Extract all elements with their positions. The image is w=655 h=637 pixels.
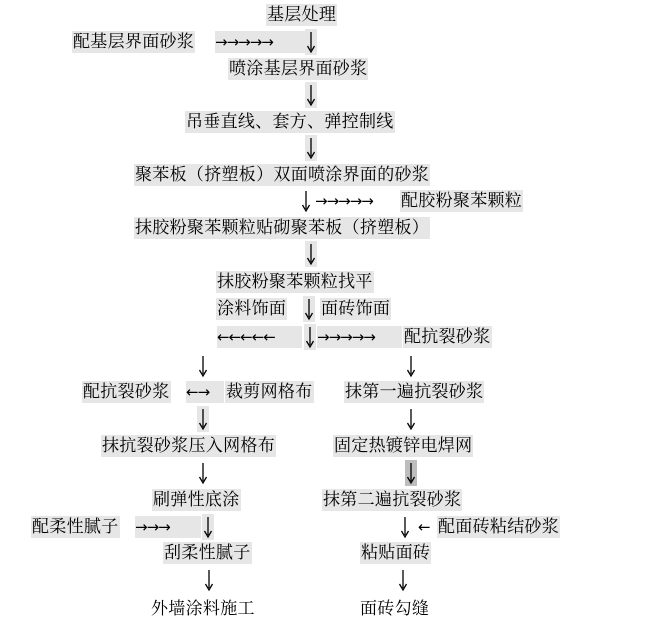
step-coating-finish: 涂料饰面 bbox=[217, 299, 287, 319]
step-spray-eps-board: 聚苯板（挤塑板）双面喷涂界面的砂浆 bbox=[135, 165, 430, 185]
step-prepare-anticrack-mortar-right: 配抗裂砂浆 bbox=[404, 327, 491, 347]
arrow-down bbox=[197, 406, 209, 432]
step-plumb-line-squaring: 吊垂直线、套方、弹控制线 bbox=[186, 112, 394, 132]
feed-arrow-right: →→→→→ bbox=[215, 31, 305, 53]
step-base-treatment: 基层处理 bbox=[267, 5, 337, 25]
step-tile-grouting: 面砖勾缝 bbox=[360, 599, 430, 619]
step-prepare-tile-adhesive: 配面砖粘结砂浆 bbox=[438, 517, 560, 537]
exchange-arrow: ←→ bbox=[186, 381, 224, 403]
step-embed-mesh-cloth: 抹抗裂砂浆压入网格布 bbox=[102, 436, 275, 456]
step-cut-mesh-cloth: 裁剪网格布 bbox=[226, 382, 313, 402]
step-first-anticrack-coat: 抹第一遍抗裂砂浆 bbox=[345, 382, 484, 402]
step-apply-flexible-putty: 刮柔性腻子 bbox=[164, 543, 251, 563]
step-prepare-flexible-putty: 配柔性腻子 bbox=[32, 517, 119, 537]
arrow-down bbox=[203, 567, 215, 593]
arrow-down bbox=[399, 514, 411, 540]
step-fix-welded-mesh: 固定热镀锌电焊网 bbox=[334, 436, 473, 456]
step-prepare-anticrack-mortar-left: 配抗裂砂浆 bbox=[83, 382, 170, 402]
arrow-down bbox=[197, 460, 209, 486]
step-level-with-granules: 抹胶粉聚苯颗粒找平 bbox=[217, 272, 373, 292]
step-prepare-base-interface-mortar: 配基层界面砂浆 bbox=[73, 32, 195, 52]
arrow-down bbox=[305, 82, 317, 108]
feed-arrow-right: →→→→→ bbox=[317, 326, 402, 348]
arrow-down bbox=[304, 324, 316, 350]
split-arrow-left: ←←←←← bbox=[217, 326, 302, 348]
arrow-down bbox=[397, 567, 409, 593]
step-second-anticrack-coat: 抹第二遍抗裂砂浆 bbox=[323, 490, 462, 510]
step-prepare-polystyrene-granules: 配胶粉聚苯颗粒 bbox=[401, 191, 523, 211]
step-lay-eps-board: 抹胶粉聚苯颗粒贴砌聚苯板（挤塑板） bbox=[135, 218, 430, 238]
arrow-down bbox=[405, 460, 417, 486]
arrow-down bbox=[303, 296, 315, 322]
arrow-down bbox=[405, 406, 417, 432]
step-elastic-primer: 刷弹性底涂 bbox=[153, 490, 240, 510]
feed-arrow-right: →→→ bbox=[135, 516, 201, 538]
feed-arrow-right: →→→→→ bbox=[315, 192, 373, 210]
arrow-down bbox=[305, 29, 317, 55]
step-spray-base-interface-mortar: 喷涂基层界面砂浆 bbox=[229, 59, 368, 79]
step-exterior-paint-construction: 外墙涂料施工 bbox=[151, 599, 255, 619]
arrow-down bbox=[202, 514, 214, 540]
arrow-down bbox=[305, 241, 317, 267]
step-paste-tiles: 粘贴面砖 bbox=[361, 543, 431, 563]
arrow-down bbox=[300, 188, 312, 214]
arrow-down bbox=[305, 135, 317, 161]
step-tile-finish: 面砖饰面 bbox=[321, 299, 391, 319]
arrow-down bbox=[405, 353, 417, 379]
arrow-down bbox=[197, 353, 209, 379]
feed-arrow-left: ← bbox=[418, 518, 430, 536]
